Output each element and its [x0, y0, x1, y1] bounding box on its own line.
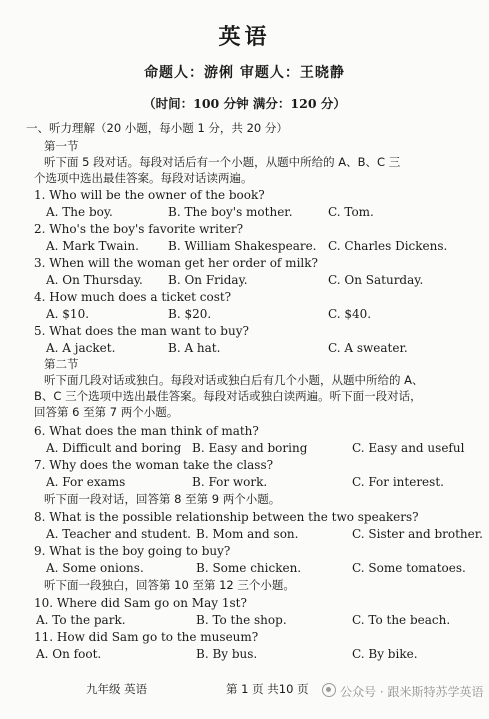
- q10-option-c: C. To the beach.: [352, 613, 451, 627]
- authors-line: 命题人：游俐 审题人：王晓静: [144, 65, 345, 81]
- wechat-icon: [322, 683, 336, 697]
- q9-option-a: A. Some onions.: [46, 561, 144, 575]
- part2-label: 第二节: [44, 357, 79, 371]
- section-heading: 一、听力理解（20 小题，每小题 1 分，共 20 分）: [26, 121, 288, 135]
- q3-option-a: A. On Thursday.: [46, 273, 143, 287]
- time-score-line: （时间：100 分钟 满分：120 分）: [143, 96, 346, 111]
- question-8: 8. What is the possible relationship between the two speakers?: [34, 510, 419, 524]
- q11-option-a: A. On foot.: [36, 647, 102, 661]
- question-3: 3. When will the woman get her order of milk?: [34, 256, 318, 270]
- part2-instruction-1: 听下面几段对话或独白。每段对话或独白后有几个小题，从题中所给的 A、: [44, 373, 424, 387]
- q10-option-a: A. To the park.: [36, 613, 126, 627]
- q1-option-a: A. The boy.: [46, 205, 113, 219]
- q4-option-b: B. $20.: [168, 307, 212, 321]
- q10-option-b: B. To the shop.: [196, 613, 287, 627]
- q1-option-c: C. Tom.: [328, 205, 374, 219]
- q9-option-b: B. Some chicken.: [196, 561, 302, 575]
- footer-grade: 九年级 英语: [86, 682, 148, 696]
- q5-option-c: C. A sweater.: [328, 341, 408, 355]
- part1-instruction-2: 个选项中选出最佳答案。每段对话读两遍。: [34, 171, 253, 185]
- q4-option-c: C. $40.: [328, 307, 372, 321]
- q2-option-a: A. Mark Twain.: [46, 239, 139, 253]
- question-1: 1. Who will be the owner of the book?: [34, 188, 265, 202]
- footer-page-number: 第 1 页 共10 页: [226, 682, 309, 696]
- q11-option-c: C. By bike.: [352, 647, 418, 661]
- watermark-text: 公众号 · 跟米斯特苏学英语: [340, 685, 484, 699]
- q7-option-b: B. For work.: [192, 475, 268, 489]
- question-2: 2. Who's the boy's favorite writer?: [34, 222, 244, 236]
- part2-instruction-3: 回答第 6 至第 7 两个小题。: [34, 405, 179, 419]
- q11-option-b: B. By bus.: [196, 647, 258, 661]
- question-7: 7. Why does the woman take the class?: [34, 458, 274, 472]
- q3-option-c: C. On Saturday.: [328, 273, 424, 287]
- note-questions-8-9: 听下面一段对话，回答第 8 至第 9 两个小题。: [44, 492, 281, 506]
- q2-option-b: B. William Shakespeare.: [168, 239, 317, 253]
- q2-option-c: C. Charles Dickens.: [328, 239, 448, 253]
- q4-option-a: A. $10.: [46, 307, 90, 321]
- part1-label: 第一节: [44, 139, 79, 153]
- part1-instruction-1: 听下面 5 段对话。每段对话后有一个小题，从题中所给的 A、B、C 三: [44, 155, 401, 169]
- q8-option-b: B. Mom and son.: [196, 527, 299, 541]
- note-questions-10-12: 听下面一段独白，回答第 10 至第 12 三个小题。: [44, 578, 295, 592]
- q5-option-b: B. A hat.: [168, 341, 221, 355]
- q7-option-c: C. For interest.: [352, 475, 444, 489]
- q1-option-b: B. The boy's mother.: [168, 205, 293, 219]
- q5-option-a: A. A jacket.: [46, 341, 116, 355]
- question-9: 9. What is the boy going to buy?: [34, 544, 231, 558]
- q7-option-a: A. For exams: [46, 475, 126, 489]
- q8-option-c: C. Sister and brother.: [352, 527, 483, 541]
- q9-option-c: C. Some tomatoes.: [352, 561, 466, 575]
- q3-option-b: B. On Friday.: [168, 273, 248, 287]
- q6-option-a: A. Difficult and boring: [46, 441, 182, 455]
- question-4: 4. How much does a ticket cost?: [34, 290, 232, 304]
- q6-option-b: B. Easy and boring: [192, 441, 308, 455]
- part2-instruction-2: B、C 三个选项中选出最佳答案。每段对话或独白读两遍。听下面一段对话，: [34, 389, 422, 403]
- question-10: 10. Where did Sam go on May 1st?: [34, 596, 247, 610]
- question-5: 5. What does the man want to buy?: [34, 324, 249, 338]
- page-title: 英语: [218, 24, 271, 50]
- question-11: 11. How did Sam go to the museum?: [34, 630, 259, 644]
- q6-option-c: C. Easy and useful: [352, 441, 465, 455]
- q8-option-a: A. Teacher and student.: [46, 527, 191, 541]
- question-6: 6. What does the man think of math?: [34, 424, 259, 438]
